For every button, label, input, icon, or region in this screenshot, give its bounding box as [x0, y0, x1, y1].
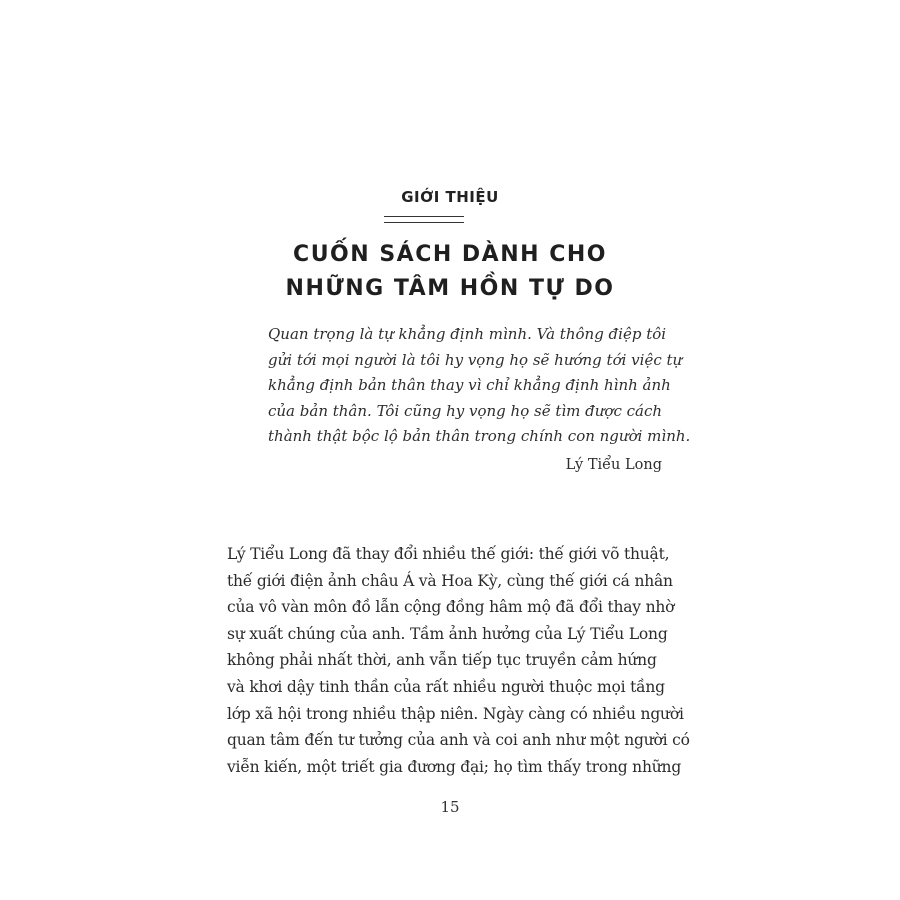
- chapter-title: [0, 238, 900, 306]
- body-line: viễn kiến, một triết gia đương đại; họ tìm thấy trong những: [227, 757, 682, 776]
- chapter-title-line: NHỮNG TÂM HỒN TỰ DO: [285, 276, 615, 301]
- epigraph-line: khẳng định bản thân thay vì chỉ khẳng định hình ảnh: [268, 376, 671, 394]
- epigraph-attribution: Lý Tiểu Long: [565, 457, 662, 473]
- epigraph-line: Quan trọng là tự khẳng định mình. Và thông điệp tôi: [268, 325, 667, 343]
- body-line: lớp xã hội trong nhiều thập niên. Ngày càng có nhiều người: [227, 704, 684, 723]
- body-line: quan tâm đến tư tưởng của anh và coi anh như một người có: [227, 731, 690, 750]
- body-line: Lý Tiểu Long đã thay đổi nhiều thế giới: thế giới võ thuật,: [227, 545, 670, 563]
- section-label: GIỚI THIỆU: [401, 188, 499, 206]
- body-paragraph: [227, 541, 690, 780]
- body-line: không phải nhất thời, anh vẫn tiếp tục truyền cảm hứng: [227, 651, 657, 670]
- page-number: 15: [440, 798, 460, 816]
- body-line: của vô vàn môn đồ lẫn cộng đồng hâm mộ đã đổi thay nhờ: [227, 598, 675, 617]
- epigraph-line: thành thật bộc lộ bản thân trong chính con người mình.: [268, 427, 691, 445]
- body-line: thế giới điện ảnh châu Á và Hoa Kỳ, cùng thế giới cá nhân: [227, 571, 673, 590]
- chapter-title-line: CUỐN SÁCH DÀNH CHO: [293, 242, 607, 267]
- epigraph-line: gửi tới mọi người là tôi hy vọng họ sẽ hướng tới việc tự: [268, 350, 683, 369]
- epigraph-quote: [268, 322, 691, 450]
- decorative-rule-bottom: [384, 222, 464, 223]
- decorative-rule-top: [384, 216, 464, 217]
- body-line: sự xuất chúng của anh. Tầm ảnh hưởng của Lý Tiểu Long: [227, 624, 668, 643]
- epigraph-line: của bản thân. Tôi cũng hy vọng họ sẽ tìm được cách: [268, 401, 663, 420]
- body-line: và khơi dậy tinh thần của rất nhiều người thuộc mọi tầng: [227, 677, 665, 696]
